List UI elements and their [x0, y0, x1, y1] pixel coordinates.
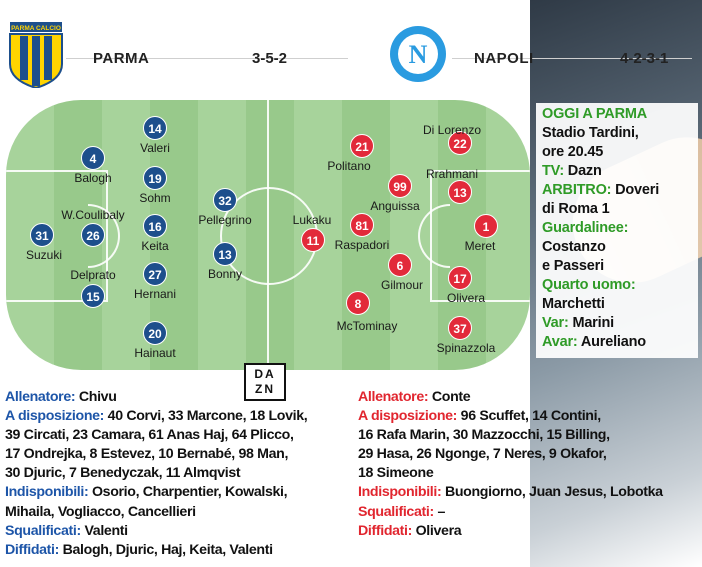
napoli-player-number: 8: [346, 291, 370, 315]
match-info-line: [542, 257, 694, 276]
napoli-player-number: 22: [448, 131, 472, 155]
napoli-player-number: 11: [301, 228, 325, 252]
parma-player-number: 26: [81, 223, 105, 247]
parma-player-number: 4: [81, 146, 105, 170]
match-info-label: Var:: [542, 315, 569, 331]
match-info-box: [536, 103, 698, 358]
parma-player-number: 14: [143, 116, 167, 140]
parma-player-number: 27: [143, 262, 167, 286]
napoli-player-name: Di Lorenzo: [422, 123, 482, 137]
parma-coach-label: Allenatore:: [5, 389, 76, 405]
napoli-crest-letter: N: [408, 40, 428, 69]
parma-player-name: Pellegrino: [198, 213, 252, 227]
parma-bench-4: 30 Djuric, 7 Benedyczak, 11 Almqvist: [5, 465, 241, 482]
match-info-line: [542, 200, 694, 219]
napoli-unavail: Buongiorno, Juan Jesus, Lobotka: [441, 484, 663, 501]
parma-player-number: 15: [81, 284, 105, 308]
match-info-line: [542, 276, 694, 295]
match-info-label: Guardalinee:: [542, 220, 629, 236]
napoli-player-number: 99: [388, 174, 412, 198]
napoli-player-name: Olivera: [446, 291, 486, 305]
parma-player-name: Suzuki: [25, 248, 63, 262]
match-info-value: Dazn: [563, 163, 602, 179]
match-info-value: Aureliano: [577, 334, 646, 350]
napoli-bench-2: 16 Rafa Marin, 30 Mazzocchi, 15 Billing,: [358, 427, 610, 444]
napoli-coach: Conte: [428, 389, 471, 405]
napoli-bench-3: 29 Hasa, 26 Ngonge, 7 Neres, 9 Okafor,: [358, 446, 607, 463]
napoli-bench-label: A disposizione:: [358, 408, 458, 425]
parma-player-name: W.Coulibaly: [61, 208, 125, 222]
napoli-player-name: McTominay: [336, 319, 398, 333]
match-info-label: Avar:: [542, 334, 578, 350]
parma-player-name: Hainaut: [134, 346, 176, 360]
home-team-name: PARMA: [93, 50, 150, 67]
match-info-value: Marini: [568, 315, 614, 331]
parma-player-name: Keita: [141, 239, 169, 253]
parma-bench-3: 17 Ondrejka, 8 Estevez, 10 Bernabé, 98 Man,: [5, 446, 289, 463]
napoli-player-number: 13: [448, 180, 472, 204]
parma-squad-info: [5, 388, 350, 560]
dazn-top: DA: [254, 367, 276, 381]
napoli-player-name: Gilmour: [380, 278, 424, 292]
match-info-value: e Passeri: [542, 258, 604, 274]
match-info-label: TV:: [542, 163, 564, 179]
napoli-coach-label: Allenatore:: [358, 389, 429, 405]
parma-warn: Balogh, Djuric, Haj, Keita, Valenti: [59, 541, 273, 558]
parma-player-number: 16: [143, 214, 167, 238]
napoli-warn: Olivera: [412, 522, 462, 539]
napoli-player-name: Meret: [464, 239, 496, 253]
parma-susp-label: Squalificati:: [5, 522, 81, 539]
parma-player-name: Valeri: [140, 141, 170, 155]
away-team-name: NAPOLI: [474, 50, 534, 67]
match-info-line: [542, 124, 694, 143]
match-info-value: ore 20.45: [542, 144, 604, 160]
napoli-player-number: 17: [448, 266, 472, 290]
away-penalty-arc: [418, 204, 450, 268]
match-info-label: ARBITRO:: [542, 182, 612, 198]
parma-player-number: 31: [30, 223, 54, 247]
napoli-player-name: Spinazzola: [436, 341, 496, 355]
match-info-line: [542, 162, 694, 181]
away-formation: 4-2-3-1: [620, 50, 669, 67]
match-info-line: [542, 295, 694, 314]
parma-bench-2: 39 Circati, 23 Camara, 61 Anas Haj, 64 Plicco,: [5, 427, 294, 444]
parma-bench-label: A disposizione:: [5, 408, 105, 425]
napoli-player-number: 81: [350, 213, 374, 237]
parma-unavail: Osorio, Charpentier, Kowalski,: [88, 484, 288, 501]
napoli-player-number: 1: [474, 214, 498, 238]
match-info-line: [542, 238, 694, 257]
parma-player-name: Sohm: [139, 191, 171, 205]
match-info-line: [542, 314, 694, 333]
napoli-player-name: Raspadori: [334, 238, 390, 252]
parma-player-name: Hernani: [133, 287, 177, 301]
napoli-bench-4: 18 Simeone: [358, 465, 434, 482]
parma-unavail-2: Mihaila, Vogliacco, Cancellieri: [5, 503, 196, 520]
parma-player-name: Balogh: [74, 171, 112, 185]
match-info-value: di Roma 1: [542, 201, 610, 217]
parma-warn-label: Diffidati:: [5, 541, 60, 558]
match-info-value: Doveri: [611, 182, 660, 198]
match-info-value: Stadio Tardini,: [542, 125, 639, 141]
napoli-player-name: Lukaku: [292, 213, 332, 227]
napoli-player-name: Anguissa: [370, 199, 420, 213]
parma-player-name: Bonny: [207, 267, 243, 281]
match-info-label: Quarto uomo:: [542, 277, 636, 293]
napoli-squad-info: [358, 388, 698, 541]
match-info-line: [542, 143, 694, 162]
parma-player-number: 32: [213, 188, 237, 212]
match-info-line: [542, 181, 694, 200]
parma-player-number: 13: [213, 242, 237, 266]
parma-unavail-label: Indisponibili:: [5, 484, 89, 501]
napoli-player-number: 21: [350, 134, 374, 158]
parma-player-number: 19: [143, 166, 167, 190]
match-info-value: Costanzo: [542, 239, 606, 255]
match-info-line: [542, 105, 694, 124]
napoli-player-name: Politano: [327, 159, 371, 173]
napoli-bench: 96 Scuffet, 14 Contini,: [457, 408, 601, 425]
match-info-value: Marchetti: [542, 296, 605, 312]
match-info-label: OGGI A PARMA: [542, 106, 648, 122]
napoli-susp: –: [433, 503, 445, 520]
napoli-warn-label: Diffidati:: [358, 522, 413, 539]
napoli-player-number: 37: [448, 316, 472, 340]
parma-player-name: Delprato: [70, 268, 116, 282]
napoli-susp-label: Squalificati:: [358, 503, 434, 520]
parma-crest-icon: [8, 22, 64, 88]
match-info-line: [542, 333, 694, 352]
match-info-line: [542, 219, 694, 238]
parma-player-number: 20: [143, 321, 167, 345]
parma-susp: Valenti: [80, 522, 128, 539]
napoli-crest-icon: [388, 24, 448, 84]
napoli-player-number: 6: [388, 253, 412, 277]
parma-bench: 40 Corvi, 33 Marcone, 18 Lovik,: [104, 408, 308, 425]
home-formation: 3-5-2: [252, 50, 288, 67]
napoli-player-name: Rrahmani: [425, 167, 479, 181]
napoli-unavail-label: Indisponibili:: [358, 484, 442, 501]
parma-crest-text: PARMA CALCIO: [11, 25, 61, 32]
dazn-bottom: ZN: [255, 382, 275, 396]
parma-coach: Chivu: [75, 389, 117, 405]
